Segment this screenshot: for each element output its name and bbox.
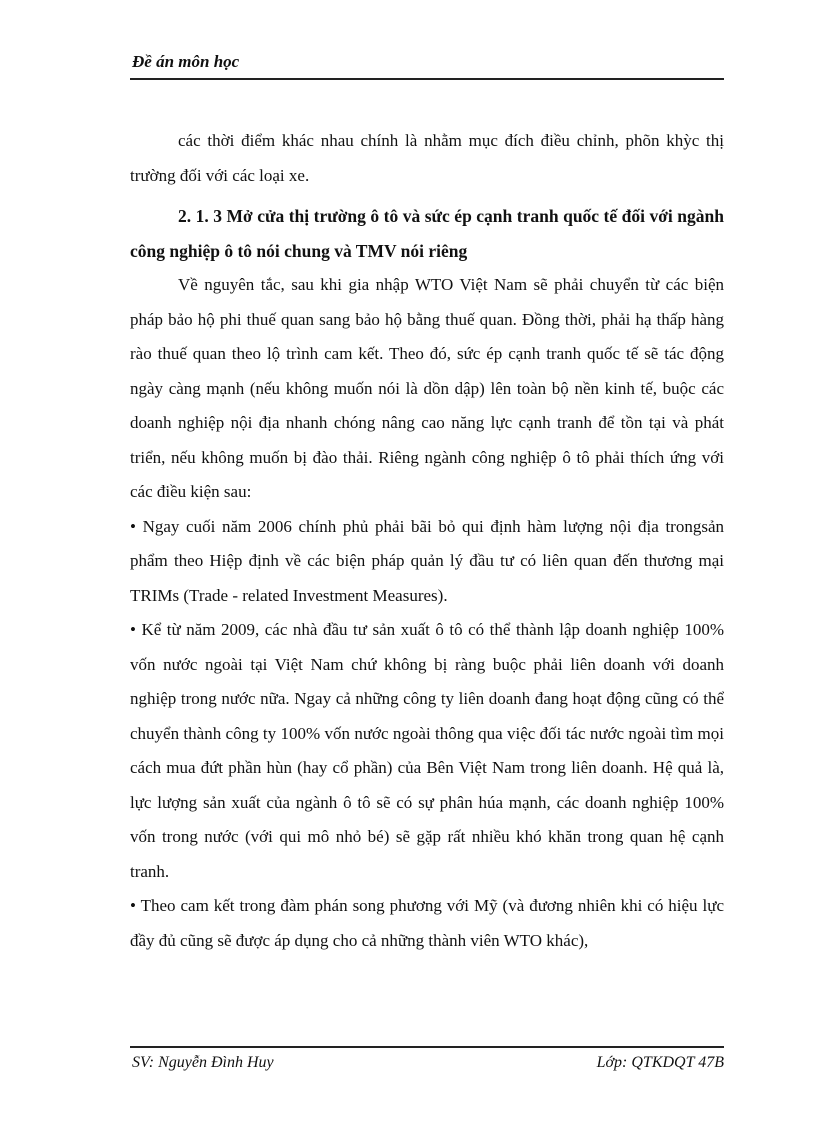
bullet-item-3: • Theo cam kết trong đàm phán song phương với Mỹ (và đương nhiên khi có hiệu lực đầy đủ cũng sẽ được áp dụng cho cả những thành viên WTO khác), [130,896,724,950]
footer-class: Lớp: QTKDQT 47B [596,1054,724,1071]
footer-rule [130,1046,724,1048]
footer-student-name: SV: Nguyễn Đình Huy [132,1054,274,1071]
page-header-title: Đề án môn học [132,52,240,71]
section-heading: 2. 1. 3 Mở cửa thị trường ô tô và sức ép cạnh tranh quốc tế đối với ngành công nghiệp ô tô nói chung và TMV nói riêng [130,206,724,261]
paragraph-intro: Về nguyên tắc, sau khi gia nhập WTO Việt Nam sẽ phải chuyển từ các biện pháp bảo hộ phi thuế quan sang bảo hộ bằng thuế quan. Đồng thời, phải hạ thấp hàng rào thuế quan theo lộ trình cam kết. Theo đó, sức ép cạnh tranh quốc tế sẽ tác động ngày càng mạnh (nếu không muốn nói là dồn dập) lên toàn bộ nền kinh tế, buộc các doanh nghiệp nội địa nhanh chóng nâng cao năng lực cạnh tranh để tồn tại và phát triển, nếu không muốn bị đào thải. Riêng ngành công nghiệp ô tô phải thích ứng với các điều kiện sau: [130,275,724,501]
header-rule [130,78,724,80]
paragraph-continuation: các thời điểm khác nhau chính là nhằm mục đích điều chỉnh, phõn khỳc thị trường đối với các loại xe. [130,131,724,185]
bullet-item-2: • Kể từ năm 2009, các nhà đầu tư sản xuất ô tô có thể thành lập doanh nghiệp 100% vốn nước ngoài tại Việt Nam chứ không bị ràng buộc phải liên doanh với doanh nghiệp trong nước nữa. Ngay cả những công ty liên doanh đang hoạt động cũng có thể chuyển thành công ty 100% vốn nước ngoài thông qua việc đối tác nước ngoài tìm mọi cách mua đứt phần hùn (hay cổ phần) của Bên Việt Nam trong liên doanh. Hệ quả là, lực lượng sản xuất của ngành ô tô sẽ có sự phân húa mạnh, các doanh nghiệp 100% vốn trong nước (với qui mô nhỏ bé) sẽ gặp rất nhiều khó khăn trong quan hệ cạnh tranh. [130,620,724,881]
document-body [130,124,724,958]
bullet-item-1: • Ngay cuối năm 2006 chính phủ phải bãi bỏ qui định hàm lượng nội địa trongsản phẩm theo Hiệp định về các biện pháp quản lý đầu tư có liên quan đến thương mại TRIMs (Trade - related Investment Measures). [130,516,724,605]
